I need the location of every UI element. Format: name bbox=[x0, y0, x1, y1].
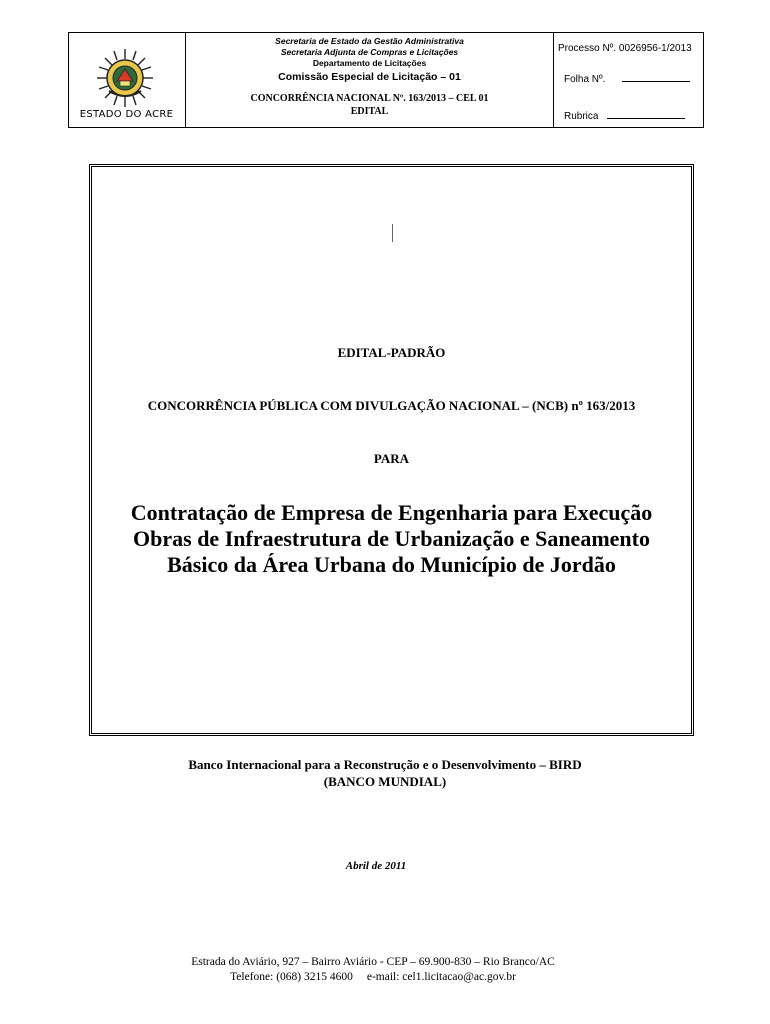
header-edital: EDITAL bbox=[350, 106, 389, 117]
header-departamento: Departamento de Licitações bbox=[312, 58, 427, 68]
contact-line bbox=[0, 970, 746, 985]
bank-alias: (BANCO MUNDIAL) bbox=[323, 774, 447, 789]
contract-title-line: Contratação de Empresa de Engenharia para Execução bbox=[130, 500, 653, 525]
edital-padrao-heading: EDITAL-PADRÃO bbox=[337, 345, 446, 360]
bank-name: Banco Internacional para a Reconstrução e o Desenvolvimento – BIRD bbox=[188, 757, 582, 772]
state-name: ESTADO DO ACRE bbox=[79, 109, 174, 120]
header-secretaria: Secretaria de Estado da Gestão Administrativa bbox=[275, 36, 464, 46]
cover-frame bbox=[89, 164, 694, 736]
document-header bbox=[68, 32, 704, 128]
para-heading: PARA bbox=[373, 451, 410, 466]
bank-block bbox=[0, 756, 770, 790]
address-block bbox=[0, 955, 746, 985]
contract-title-line: Obras de Infraestrutura de Urbanização e Saneamento bbox=[133, 526, 650, 551]
email: e-mail: cel1.licitacao@ac.gov.br bbox=[366, 971, 516, 983]
rubrica-blank-line bbox=[607, 110, 685, 119]
rubrica-field bbox=[564, 110, 685, 122]
document-date: Abril de 2011 bbox=[345, 860, 407, 872]
folha-blank-line bbox=[622, 73, 690, 82]
folha-field bbox=[564, 73, 690, 85]
header-secretaria-adjunta: Secretaria Adjunta de Compras e Licitações bbox=[280, 47, 459, 57]
telefone: Telefone: (068) 3215 4600 bbox=[230, 971, 353, 983]
contract-title bbox=[89, 500, 694, 578]
header-process-cell bbox=[553, 33, 703, 127]
text-cursor-mark bbox=[392, 224, 393, 242]
process-number: Processo Nº. 0026956-1/2013 bbox=[558, 43, 692, 54]
header-comissao: Comissão Especial de Licitação – 01 bbox=[278, 71, 461, 83]
concorrencia-publica-heading: CONCORRÊNCIA PÚBLICA COM DIVULGAÇÃO NACIONAL – (NCB) nº 163/2013 bbox=[147, 398, 636, 413]
state-coat-of-arms-icon bbox=[95, 47, 155, 109]
folha-label: Folha Nº. bbox=[564, 74, 606, 85]
contract-title-line: Básico da Área Urbana do Município de Jordão bbox=[167, 552, 616, 577]
header-concorrencia: CONCORRÊNCIA NACIONAL Nº. 163/2013 – CEL 01 bbox=[250, 93, 489, 104]
rubrica-label: Rubrica bbox=[564, 111, 599, 122]
address-line: Estrada do Aviário, 927 – Bairro Aviário - CEP – 69.900-830 – Rio Branco/AC bbox=[191, 956, 555, 968]
header-seal-cell bbox=[69, 33, 186, 127]
